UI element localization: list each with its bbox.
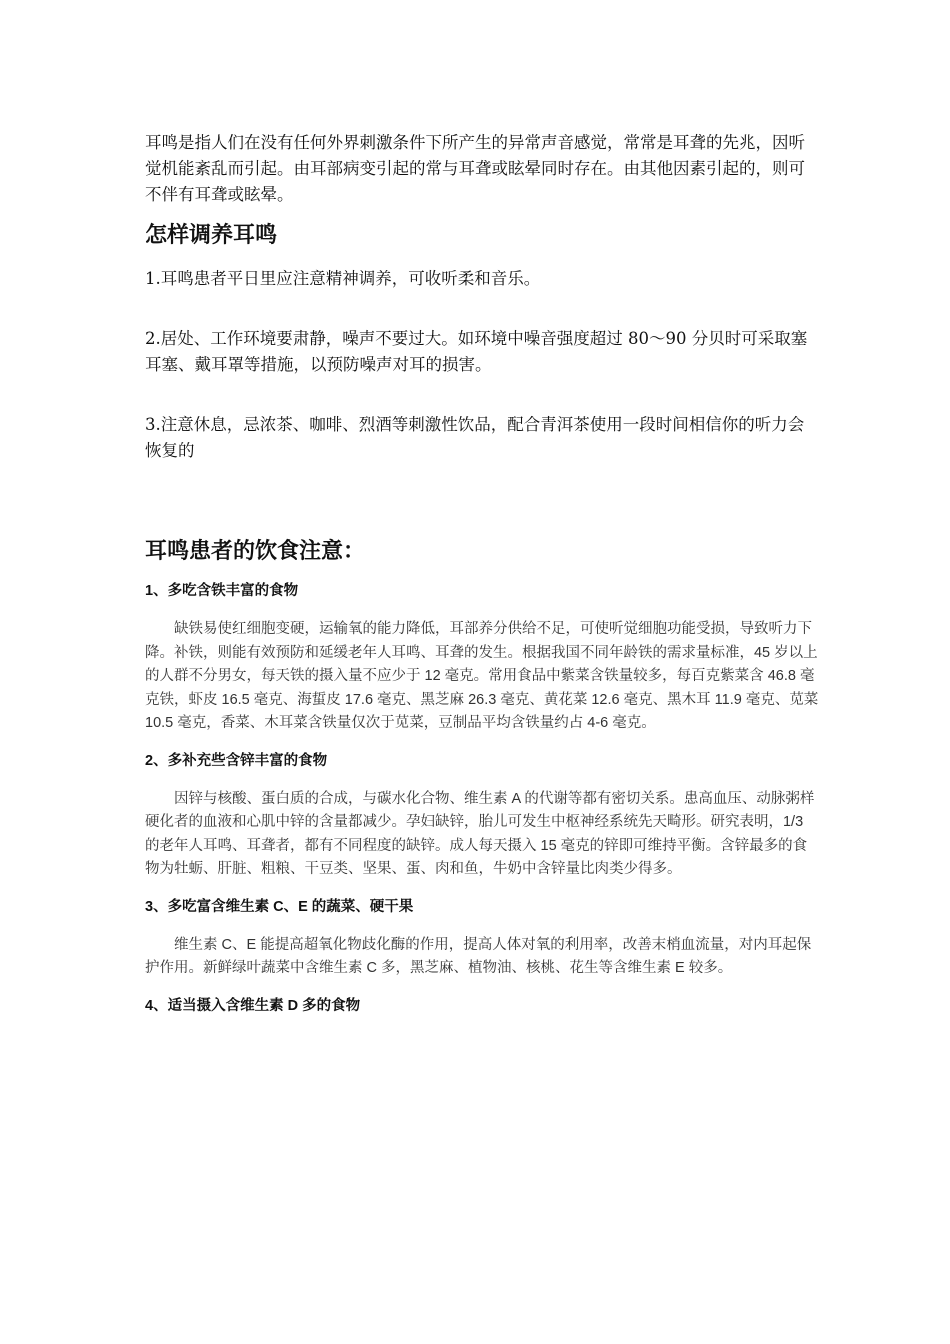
care-item-3: 3.注意休息，忌浓茶、咖啡、烈酒等刺激性饮品，配合青洱茶使用一段时间相信你的听力会恢复的 bbox=[145, 415, 805, 460]
diet-body-3: 维生素 C、E 能提高超氧化物歧化酶的作用，提高人体对氧的利用率，改善末梢血流量，对内耳起保护作用。新鲜绿叶蔬菜中含维生素 C 多，黑芝麻、植物油、核桃、花生等含维生素 E 较多。 bbox=[145, 936, 812, 976]
care-item-1: 1.耳鸣患者平日里应注意精神调养，可收听柔和音乐。 bbox=[145, 269, 541, 288]
diet-heading-1: 1、多吃含铁丰富的食物 bbox=[145, 583, 299, 599]
section-title-diet: 耳鸣患者的饮食注意： bbox=[145, 538, 366, 563]
diet-heading-3: 3、多吃富含维生素 C、E 的蔬菜、硬干果 bbox=[145, 898, 414, 915]
diet-body-2: 因锌与核酸、蛋白质的合成，与碳水化合物、维生素 A 的代谢等都有密切关系。患高血压、动脉粥样硬化者的血液和心肌中锌的含量都减少。孕妇缺锌，胎儿可发生中枢神经系统先天畸形。研究表明，1/3 的老年人耳鸣、耳聋者，都有不同程度的缺锌。成人每天摄入 15 毫克的锌即可维持平衡。含锌最多的食物为牡蛎、肝脏、粗粮、干豆类、坚果、蛋、肉和鱼，牛奶中含锌量比肉类少得多。 bbox=[145, 790, 815, 877]
document-content bbox=[145, 130, 820, 1017]
care-item-2: 2.居处、工作环境要肃静，噪声不要过大。如环境中噪音强度超过 80～90 分贝时可采取塞耳塞、戴耳罩等措施，以预防噪声对耳的损害。 bbox=[145, 329, 808, 374]
section-title-care: 怎样调养耳鸣 bbox=[145, 222, 278, 247]
diet-heading-2: 2、多补充些含锌丰富的食物 bbox=[145, 752, 328, 769]
intro-paragraph: 耳鸣是指人们在没有任何外界刺激条件下所产生的异常声音感觉，常常是耳聋的先兆，因听觉机能紊乱而引起。由耳部病变引起的常与耳聋或眩晕同时存在。由其他因素引起的，则可不伴有耳聋或眩晕。 bbox=[145, 133, 805, 204]
diet-body-1: 缺铁易使红细胞变硬，运输氧的能力降低，耳部养分供给不足，可使听觉细胞功能受损，导致听力下降。补铁，则能有效预防和延缓老年人耳鸣、耳聋的发生。根据我国不同年龄铁的需求量标准，45 岁以上的人群不分男女，每天铁的摄入量不应少于 12 毫克。常用食品中紫菜含铁量较多，每百克紫菜含 46.8 毫克铁，虾皮 16.5 毫克、海蜇皮 17.6 毫克、黑芝麻 26.3 毫克、黄花菜 12.6 毫克、黑木耳 11.9 毫克、苋菜 10.5 毫克，香菜、木耳菜含铁量仅次于苋菜，豆制品平均含铁量约占 4-6 毫克。 bbox=[145, 621, 819, 731]
diet-heading-4: 4、适当摄入含维生素 D 多的食物 bbox=[145, 997, 361, 1014]
